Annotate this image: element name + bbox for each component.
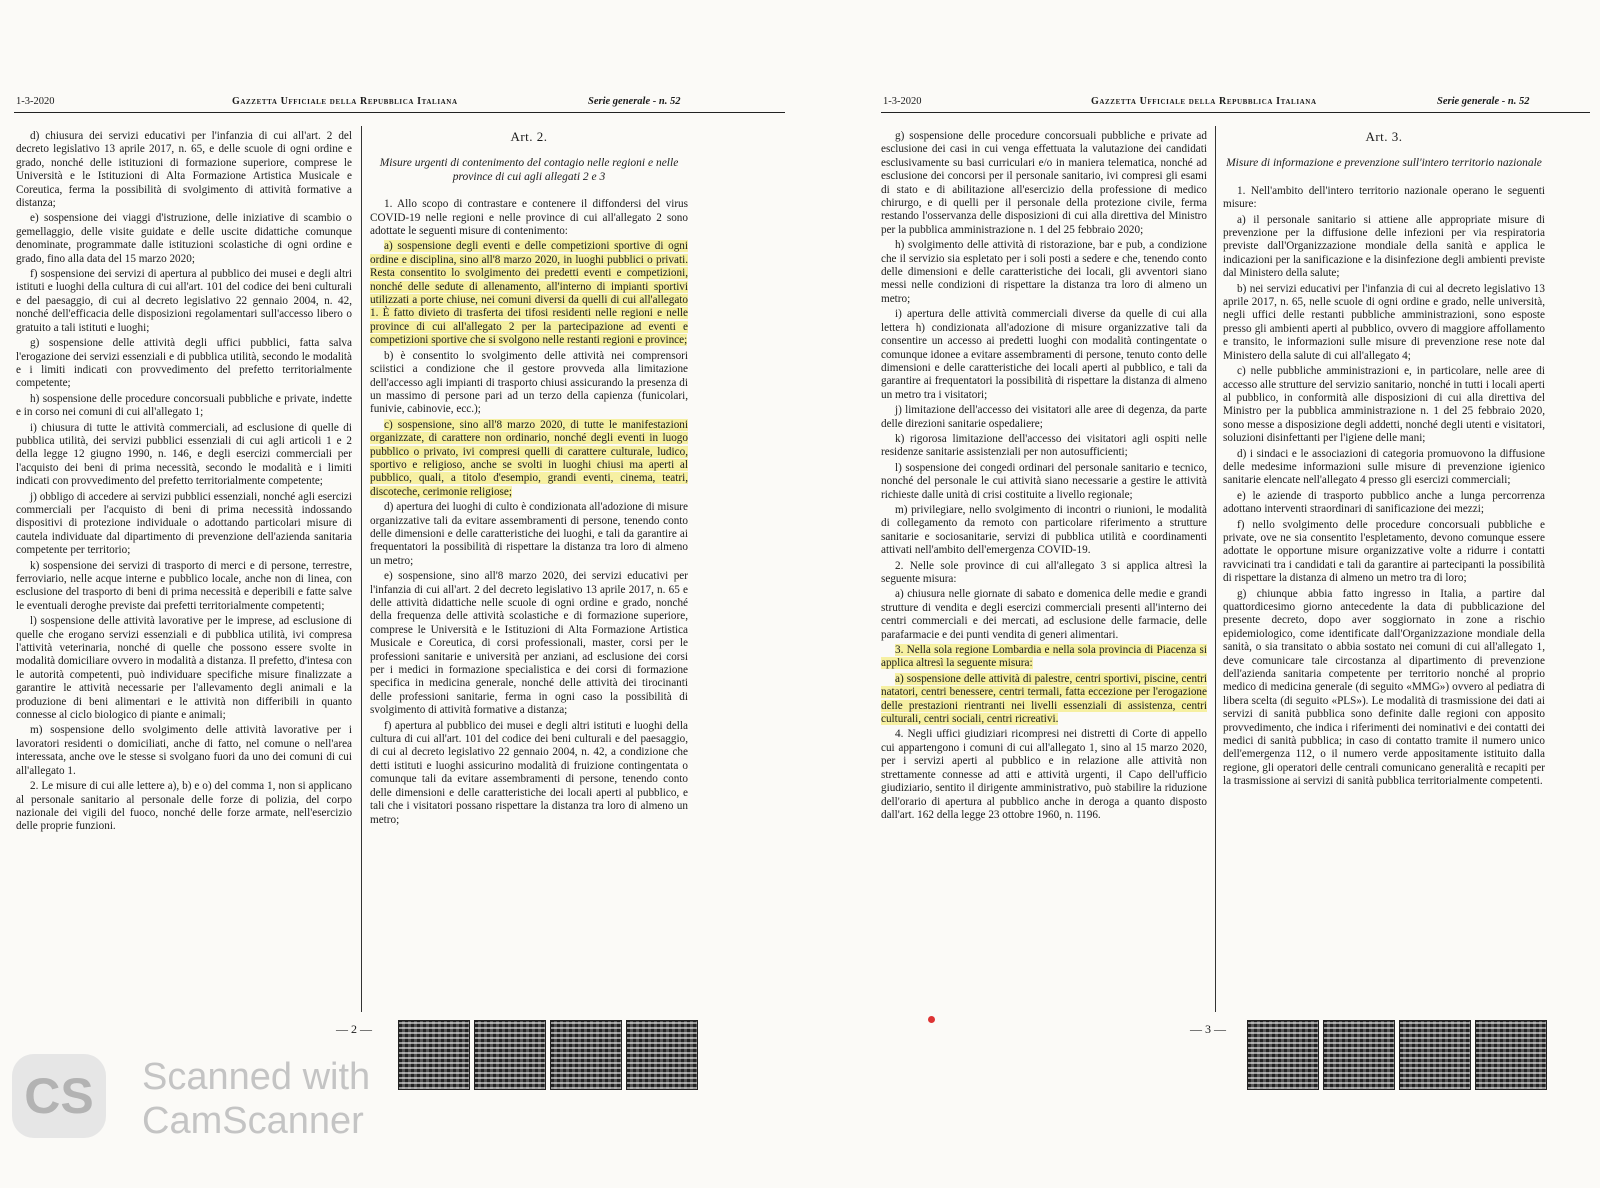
header-series: Serie generale - n. 52 xyxy=(1437,96,1530,107)
watermark-line-1: Scanned with xyxy=(142,1056,371,1098)
paragraph: i) chiusura di tutte le attività commerciali, ad esclusione di quelle di pubblica utilità, dei servizi pubblici essenziali di cui agli articoli 1 e 2 della legge 12 giugno 1990, n. 146, e degli esercizi commerciali per l'acquisto dei beni di prima necessità, secondo le modalità e i limiti indicati con provvedimento del prefetto territorialmente competente; xyxy=(16,421,352,488)
paragraph: k) rigorosa limitazione dell'accesso dei visitatori agli ospiti nelle residenze sanitarie assistenziali per non autosufficienti; xyxy=(881,432,1207,459)
left-page-column-1 xyxy=(16,130,352,1020)
paragraph: d) chiusura dei servizi educativi per l'infanzia di cui all'art. 2 del decreto legislativo 13 aprile 2017, n. 65, e delle scuole di ogni ordine e grado, nonché delle istituzioni di formazione superiore, comprese le Università e le Istituzioni di Alta Formazione Artistica Musicale e Coreutica, ferma la possibilità di svolgimento di attività formative a distanza; xyxy=(16,130,352,210)
camscanner-logo-icon: CS xyxy=(12,1054,106,1138)
paragraph: f) sospensione dei servizi di apertura al pubblico dei musei e degli altri istituti e luoghi della cultura di cui all'art. 101 del codice dei beni culturali e del paesaggio, di cui al decreto legislativo 22 gennaio 2004, n. 42, nonché dell'efficacia delle disposizioni regolamentari sull'accesso libero o gratuito a tali istituti e luoghi; xyxy=(16,268,352,334)
paragraph: m) privilegiare, nello svolgimento di incontri o riunioni, le modalità di collegamento da remoto con particolare riferimento a strutture sanitarie e sociosanitarie, servizi di pubblica utilità e coordinamenti attivati nell'ambito dell'emergenza COVID-19. xyxy=(881,503,1207,557)
page-number: — 2 — xyxy=(336,1022,372,1036)
paragraph: b) è consentito lo svolgimento delle attività nei comprensori sciistici a condizione che il gestore provveda alla limitazione dell'accesso agli impianti di trasporto chiusi assicurando la presenza di un massimo di persone pari ad un terzo della capienza (funicolari, funivie, cabinovie, ecc.); xyxy=(370,349,688,416)
paragraph: c) nelle pubbliche amministrazioni e, in particolare, nelle aree di accesso alle strutture del servizio sanitario, nonché in tutti i locali aperti al pubblico, in conformità alle disposizioni di cui alla direttiva del Ministro per la pubblica amministrazione n. 1 del 25 febbraio 2020, sono messe a disposizione degli addetti, nonché degli utenti e visitatori, soluzioni disinfettanti per l'igiene delle mani; xyxy=(1223,365,1545,445)
paragraph: 2. Nelle sole province di cui all'allegato 3 si applica altresì la seguente misura: xyxy=(881,559,1207,585)
barcode-strip xyxy=(1247,1020,1547,1090)
paragraph: i) apertura delle attività commerciali diverse da quelle di cui alla lettera h) condizionata all'adozione di misure organizzative tali da consentire un accesso ai predetti luoghi con modalità contingentate o comunque idonee a evitare assembramenti di persone, tenuto conto delle dimensioni e delle caratteristiche dei locali aperti al pubblico, e tali da garantire ai frequentatori la possibilità di rispettare la distanza di almeno un metro tra i visitatori; xyxy=(881,308,1207,401)
paragraph: d) apertura dei luoghi di culto è condizionata all'adozione di misure organizzative tali da evitare assembramenti di persone, tenendo conto delle dimensioni e delle caratteristiche dei luoghi, e tali da garantire ai frequentatori la possibilità di rispettare la distanza tra loro di almeno un metro; xyxy=(370,501,688,567)
paragraph: f) apertura al pubblico dei musei e degli altri istituti e luoghi della cultura di cui all'art. 101 del codice dei beni culturali e del paesaggio, di cui al decreto legislativo 22 gennaio 2004, n. 42, a condizione che detti istituti e luoghi assicurino modalità di fruizione contingentata o comunque tali da evitare assembramenti di persone, tenendo conto delle dimensioni e delle caratteristiche dei locali aperti al pubblico, e tali che i visitatori possano rispettare la distanza tra loro di almeno un metro; xyxy=(370,719,688,826)
paragraph: e) le aziende di trasporto pubblico anche a lunga percorrenza adottano interventi straordinari di sanificazione dei mezzi; xyxy=(1223,489,1545,516)
highlighted-text: a) sospensione degli eventi e delle competizioni sportive di ogni ordine e disciplina, sino all'8 marzo 2020, in luoghi pubblici o privati. Resta consentito lo svolgimento dei predetti eventi e competizioni, nonché delle sedute di allenamento, all'interno di impianti sportivi utilizzati a porte chiuse, nei comuni diversi da quelli di cui all'allegato 1. È fatto divieto di trasferta dei tifosi residenti nelle regioni e nelle province di cui all'allegato 2 per la partecipazione ad eventi e competizioni sportive che si svolgono nelle restanti regioni e province; xyxy=(370,240,688,347)
right-page-column-2 xyxy=(1223,130,1545,1020)
paragraph: l) sospensione dei congedi ordinari del personale sanitario e tecnico, nonché del personale le cui attività siano necessarie a gestire le attività richieste dalle unità di crisi costituite a livello regionale; xyxy=(881,461,1207,501)
right-page-column-1 xyxy=(881,130,1207,1020)
left-page-column-2 xyxy=(370,130,688,1020)
header-date: 1-3-2020 xyxy=(883,96,922,107)
paragraph: f) nello svolgimento delle procedure concorsuali pubbliche e private, ove ne sia consentito l'espletamento, devono comunque essere adottate le opportune misure organizzative volte a ridurre i contatti ravvicinati tra i candidati e tali da garantire ai partecipanti la possibilità di rispettare la distanza di almeno un metro tra di loro; xyxy=(1223,518,1545,585)
paragraph: l) sospensione delle attività lavorative per le imprese, ad esclusione di quelle che erogano servizi essenziali e di pubblica utilità, ivi compresa l'attività veterinaria, nonché di quelle che possono essere svolte in modalità domiciliare ovvero in modalità a distanza. Il prefetto, d'intesa con le autorità competenti, può individuare specifiche misure finalizzate a garantire le attività necessarie per l'allevamento degli animali e la produzione di beni alimentari e le attività non differibili in quanto connesse al ciclo biologico di piante e animali; xyxy=(16,615,352,722)
page-number: — 3 — xyxy=(1190,1022,1226,1036)
gazette-page-2 xyxy=(0,0,795,1188)
running-header xyxy=(795,96,1600,110)
paragraph: h) svolgimento delle attività di ristorazione, bar e pub, a condizione che il servizio sia espletato per i soli posti a sedere e che, tenendo conto delle dimensioni e delle caratteristiche dei locali, gli avventori siano messi nelle condizioni di rispettare la distanza tra loro di almeno un metro; xyxy=(881,239,1207,305)
article-2-title: Art. 2. xyxy=(510,130,548,144)
header-series: Serie generale - n. 52 xyxy=(588,96,681,107)
paragraph: g) chiunque abbia fatto ingresso in Italia, a partire dal quattordicesimo giorno antecedente la data di pubblicazione del presente decreto, dopo aver soggiornato in zone a rischio epidemiologico, come identificate dall'Organizzazione mondiale della sanità, o sia transitato o abbia sostato nei comuni di cui all'allegato 1, deve comunicare tale circostanza al dipartimento di prevenzione dell'azienda sanitaria competente per territorio nonché al proprio medico di medicina generale (di seguito «MMG») ovvero al pediatra di libera scelta (di seguito «PLS»). Le modalità di trasmissione dei dati ai servizi di sanità pubblica sono definite dalle regioni con apposito provvedimento, che indica i riferimenti dei nominativi e dei contatti dei medici di sanità pubblica; in caso di contatto tramite il numero unico dell'emergenza 112, o il numero verde appositamente istituito dalla regione, gli operatori delle centrali comunicano generalità e recapiti per la trasmissione ai servizi di sanità pubblica territorialmente competenti. xyxy=(1223,587,1545,788)
datamatrix-code xyxy=(1247,1020,1319,1090)
paragraph: h) sospensione delle procedure concorsuali pubbliche e private, indette e in corso nei comuni di cui all'allegato 1; xyxy=(16,392,352,419)
datamatrix-code xyxy=(626,1020,698,1090)
paragraph: m) sospensione dello svolgimento delle attività lavorative per i lavoratori residenti o domiciliati, anche di fatto, nel comune o nell'area interessata, anche ove le stesse si svolgano fuori da uno dei comuni di cui all'allegato 1. xyxy=(16,724,352,777)
article-2-subtitle: Misure urgenti di contenimento del contagio nelle regioni e nelle province di cui agli allegati 2 e 3 xyxy=(379,157,679,183)
highlighted-paragraph xyxy=(370,419,688,499)
header-rule xyxy=(881,112,1590,113)
header-rule xyxy=(14,112,785,113)
highlighted-paragraph xyxy=(881,644,1207,671)
paragraph: g) sospensione delle procedure concorsuali pubbliche e private ad esclusione dei casi in cui venga effettuata la valutazione dei candidati esclusivamente su basi curriculari e/o in maniera telematica, nonché ad esclusione dei concorsi per il personale sanitario, ivi compresi gli esami di stato e di abilitazione all'esercizio della professione di medico chirurgo, e di quelli per il personale della protezione civile, ferma restando l'osservanza delle disposizioni di cui alla direttiva del Ministro per la pubblica amministrazione n. 1 del 25 febbraio 2020; xyxy=(881,130,1207,236)
paragraph: a) il personale sanitario si attiene alle appropriate misure di prevenzione per la diffusione delle infezioni per via respiratoria previste dall'Organizzazione mondiale della sanità e applica le indicazioni per la sanificazione e la disinfezione degli ambienti previste dal Ministero della salute; xyxy=(1223,213,1545,280)
paragraph: j) limitazione dell'accesso dei visitatori alle aree di degenza, da parte delle direzioni sanitarie ospedaliere; xyxy=(881,404,1207,430)
paragraph: j) obbligo di accedere ai servizi pubblici essenziali, nonché agli esercizi commerciali per l'acquisto di beni di prima necessità indossando dispositivi di protezione individuale o adottando particolari misure di cautela individuate dal dipartimento di prevenzione dell'azienda sanitaria competente per territorio; xyxy=(16,490,352,557)
highlighted-text: c) sospensione, sino all'8 marzo 2020, di tutte le manifestazioni organizzate, di carattere non ordinario, nonché degli eventi in luogo pubblico o privato, ivi compresi quelli di carattere culturale, ludico, sportivo e religioso, anche se svolti in luoghi chiusi ma aperti al pubblico, quali, a titolo d'esempio, grandi eventi, cinema, teatri, discoteche, cerimonie religiose; xyxy=(370,418,688,498)
paragraph: d) i sindaci e le associazioni di categoria promuovono la diffusione delle medesime informazioni sulle misure di prevenzione igienico sanitarie elencate nell'allegato 4 presso gli esercizi commerciali; xyxy=(1223,447,1545,487)
highlighted-text: 3. Nella sola regione Lombardia e nella sola provincia di Piacenza si applica altresì la seguente misura: xyxy=(881,644,1207,670)
header-gazette-title: Gazzetta Ufficiale della Repubblica Italiana xyxy=(1091,96,1317,107)
watermark-line-2: CamScanner xyxy=(142,1100,364,1142)
paragraph: e) sospensione dei viaggi d'istruzione, delle iniziative di scambio o gemellaggio, delle visite guidate e delle uscite didattiche comunque denominate, programmate dalle istituzioni scolastiche di ogni ordine e grado, fino alla data del 15 marzo 2020; xyxy=(16,212,352,265)
paragraph: 4. Negli uffici giudiziari ricompresi nei distretti di Corte di appello cui appartengono i comuni di cui all'allegato 1, sino al 15 marzo 2020, per i servizi aperti al pubblico e in relazione alle attività non strettamente connesse ad atti e attività urgenti, il Capo dell'ufficio giudiziario, sentito il dirigente amministrativo, può stabilire la riduzione dell'orario di apertura al pubblico anche in deroga a quanto disposto dall'art. 162 della legge 23 ottobre 1960, n. 1196. xyxy=(881,728,1207,821)
header-date: 1-3-2020 xyxy=(16,96,55,107)
article-3-subtitle: Misure di informazione e prevenzione sull'intero territorio nazionale xyxy=(1226,157,1542,170)
column-divider xyxy=(1215,126,1216,1012)
article-3-title: Art. 3. xyxy=(1365,130,1403,144)
running-header xyxy=(0,96,795,110)
datamatrix-code xyxy=(1323,1020,1395,1090)
camscanner-watermark xyxy=(10,1050,410,1150)
paragraph: b) nei servizi educativi per l'infanzia di cui al decreto legislativo 13 aprile 2017, n. 65, nelle scuole di ogni ordine e grado, nelle università, negli uffici delle restanti pubbliche amministrazioni, sono esposte presso gli ambienti aperti al pubblico, ovvero di maggiore affollamento e transito, le informazioni sulle misure di prevenzione rese note dal Ministero della salute di cui all'allegato 4; xyxy=(1223,282,1545,362)
gazette-page-3 xyxy=(795,0,1600,1188)
paragraph: 2. Le misure di cui alle lettere a), b) e o) del comma 1, non si applicano al personale sanitario al personale delle forze di polizia, del corpo nazionale dei vigili del fuoco, nonché delle forze armate, nell'esercizio delle proprie funzioni. xyxy=(16,780,352,833)
barcode-strip xyxy=(398,1020,698,1090)
datamatrix-code xyxy=(1475,1020,1547,1090)
highlighted-text: a) sospensione delle attività di palestre, centri sportivi, piscine, centri natatori, centri benessere, centri termali, fatta eccezione per l'erogazione delle prestazioni rientranti nei livelli essenziali di assistenza, centri culturali, centri sociali, centri ricreativi. xyxy=(881,672,1207,726)
column-divider xyxy=(361,126,362,1012)
paragraph: e) sospensione, sino all'8 marzo 2020, dei servizi educativi per l'infanzia di cui all'art. 2 del decreto legislativo 13 aprile 2017, n. 65 e delle attività didattiche nelle scuole di ogni ordine e grado, nonché della frequenza delle attività scolastiche e di formazione superiore, comprese le Università e le Istituzioni di Alta Formazione Artistica Musicale e Coreutica, di corsi professionali, master, corsi per le professioni sanitarie e università per anziani, ad esclusione dei corsi per i medici in formazione specialistica e dei corsi di formazione specifica in medicina generale, nonché delle attività dei tirocinanti delle professioni sanitarie, ferma in ogni caso la possibilità di svolgimento di attività formative a distanza; xyxy=(370,570,688,717)
paragraph: k) sospensione dei servizi di trasporto di merci e di persone, terrestre, ferroviario, nelle acque interne e pubblico locale, anche non di linea, con esclusione del trasporto di beni di prima necessità e deperibili e fatte salve le eventuali deroghe previste dai prefetti territorialmente competenti; xyxy=(16,559,352,612)
paragraph: 1. Nell'ambito dell'intero territorio nazionale operano le seguenti misure: xyxy=(1223,184,1545,211)
datamatrix-code xyxy=(474,1020,546,1090)
paragraph: a) chiusura nelle giornate di sabato e domenica delle medie e grandi strutture di vendita e degli esercizi commerciali presenti all'interno dei centri commerciali e dei mercati, ad esclusione delle farmacie, delle parafarmacie e dei punti vendita di generi alimentari. xyxy=(881,588,1207,641)
paragraph: g) sospensione delle attività degli uffici pubblici, fatta salva l'erogazione dei servizi essenziali e di pubblica utilità, secondo le modalità e i limiti indicati con provvedimento del prefetto territorialmente competente; xyxy=(16,337,352,390)
header-gazette-title: Gazzetta Ufficiale della Repubblica Italiana xyxy=(232,96,458,107)
ink-mark xyxy=(928,1016,935,1023)
datamatrix-code xyxy=(1399,1020,1471,1090)
datamatrix-code xyxy=(550,1020,622,1090)
highlighted-paragraph xyxy=(881,673,1207,727)
highlighted-paragraph xyxy=(370,240,688,347)
paragraph: 1. Allo scopo di contrastare e contenere il diffondersi del virus COVID-19 nelle regioni e nelle province di cui all'allegato 2 sono adottate le seguenti misure di contenimento: xyxy=(370,198,688,238)
